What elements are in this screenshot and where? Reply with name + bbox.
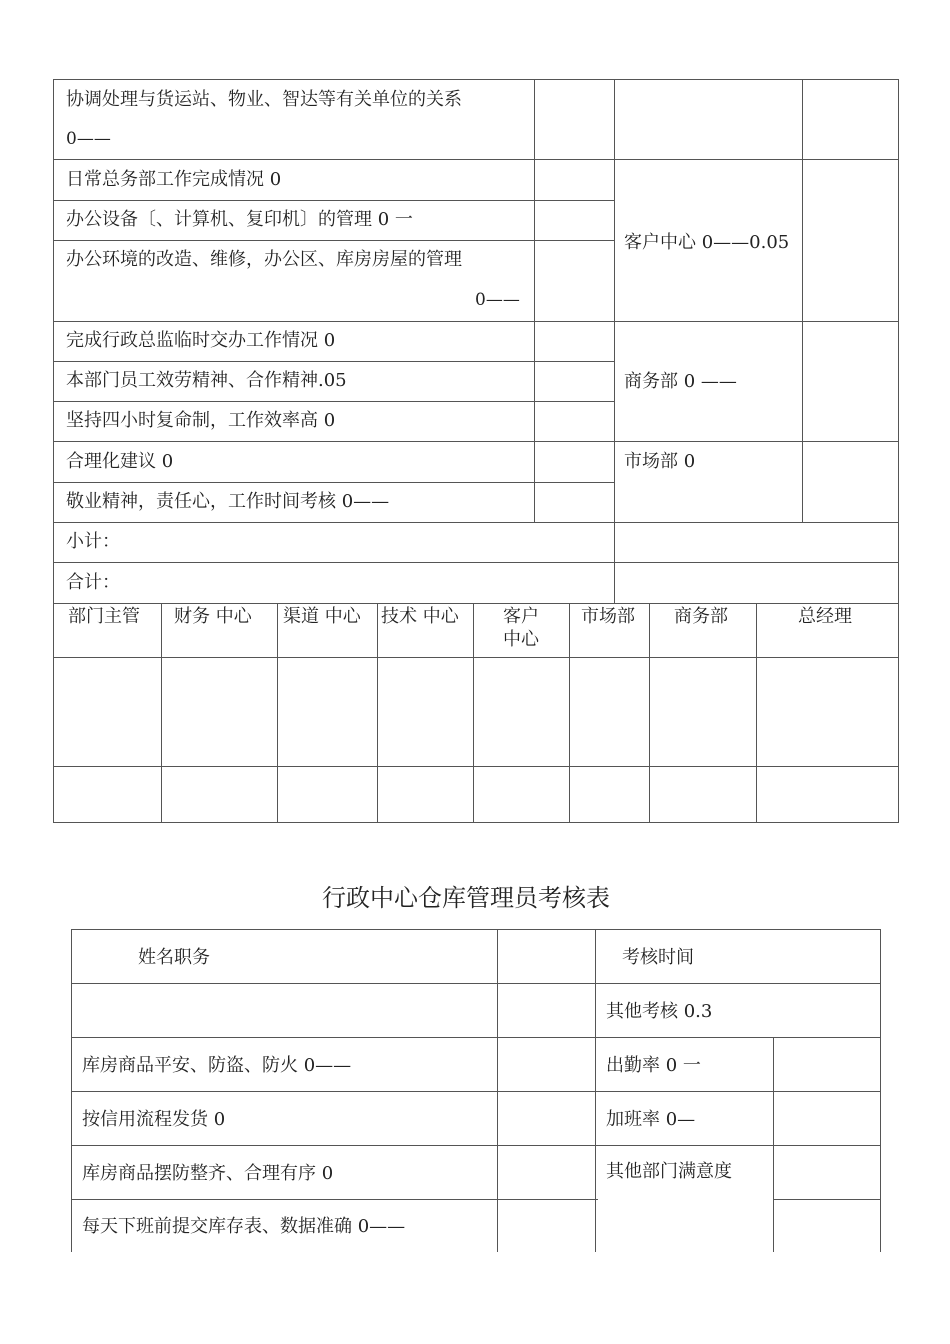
table-divider	[53, 766, 899, 767]
criteria-label: 每天下班前提交库存表、数据准确 0——	[82, 1216, 406, 1237]
criteria-label: 完成行政总监临时交办工作情况 0	[66, 330, 336, 351]
table-border	[898, 79, 899, 823]
table-divider	[161, 603, 162, 823]
criteria-label: 办公环境的改造、维修，办公区、库房房屋的管理	[66, 249, 462, 270]
table-border	[71, 929, 881, 930]
signoff-header: 技术 中心	[381, 606, 459, 627]
signoff-header: 市场部	[581, 606, 635, 627]
market-dept-weight: 市场部 0	[624, 451, 696, 472]
table-divider	[71, 1037, 881, 1038]
criteria-label: 0——	[66, 129, 111, 149]
subtotal-label: 小计：	[66, 531, 120, 552]
table-border	[53, 822, 899, 823]
criteria-label: 坚持四小时复命制，工作效率高 0	[66, 410, 336, 431]
attendance-rate-label: 出勤率 0 一	[606, 1055, 701, 1076]
table-border	[53, 79, 54, 823]
table-divider	[71, 983, 881, 984]
criteria-label: 日常总务部工作完成情况 0	[66, 169, 282, 190]
criteria-label: 协调处理与货运站、物业、智达等有关单位的关系	[66, 89, 462, 110]
signoff-header: 中心	[503, 629, 539, 650]
signoff-header: 部门主管	[68, 606, 140, 627]
table-border	[880, 929, 881, 1252]
table-divider	[53, 361, 614, 362]
signoff-header: 财务 中心	[174, 606, 252, 627]
signoff-header: 商务部	[674, 606, 728, 627]
criteria-label: 本部门员工效劳精神、合作精神.05	[66, 370, 347, 391]
table-divider	[53, 401, 614, 402]
criteria-label: 按信用流程发货 0	[82, 1109, 226, 1130]
table-divider	[53, 441, 899, 442]
table-divider	[53, 200, 614, 201]
table-divider	[773, 1199, 881, 1200]
table-divider	[53, 522, 899, 523]
form-title: 行政中心仓库管理员考核表	[322, 884, 610, 912]
table-divider	[53, 240, 614, 241]
other-assessment-label: 其他考核 0.3	[606, 1001, 713, 1022]
criteria-label: 合理化建议 0	[66, 451, 174, 472]
table-divider	[53, 321, 899, 322]
criteria-label: 0——	[475, 290, 520, 310]
table-divider	[569, 603, 570, 823]
table-divider	[649, 603, 650, 823]
business-dept-weight: 商务部 0 ——	[624, 371, 737, 392]
table-divider	[53, 657, 899, 658]
table-divider	[53, 562, 899, 563]
table-divider	[71, 1145, 881, 1146]
criteria-label: 敬业精神，责任心，工作时间考核 0——	[66, 491, 390, 512]
table-divider	[71, 1199, 598, 1200]
table-border	[71, 929, 72, 1252]
criteria-label: 办公设备〔、计算机、复印机〕的管理 0 一	[66, 209, 413, 230]
table-divider	[756, 603, 757, 823]
table-divider	[534, 79, 535, 523]
signoff-header: 总经理	[798, 606, 852, 627]
overtime-rate-label: 加班率 0—	[606, 1109, 696, 1130]
total-label: 合计：	[66, 572, 120, 593]
customer-center-weight: 客户中心 0——0.05	[624, 232, 790, 253]
assessment-time-label: 考核时间	[622, 947, 694, 968]
table-divider	[773, 1037, 774, 1252]
signoff-header: 客户	[503, 606, 539, 627]
name-position-label: 姓名职务	[138, 947, 210, 968]
signoff-header: 渠道 中心	[283, 606, 361, 627]
table-divider	[71, 1091, 881, 1092]
table-divider	[595, 929, 596, 1252]
table-border	[53, 79, 899, 80]
table-divider	[277, 603, 278, 823]
dept-satisfaction-label: 其他部门满意度	[606, 1161, 732, 1182]
table-divider	[614, 79, 615, 604]
table-divider	[497, 929, 498, 1252]
table-divider	[53, 159, 899, 160]
criteria-label: 库房商品平安、防盗、防火 0——	[82, 1055, 352, 1076]
table-divider	[377, 603, 378, 823]
table-divider	[53, 482, 614, 483]
table-divider	[53, 603, 899, 604]
table-divider	[473, 603, 474, 823]
table-divider	[802, 79, 803, 523]
criteria-label: 库房商品摆防整齐、合理有序 0	[82, 1163, 334, 1184]
